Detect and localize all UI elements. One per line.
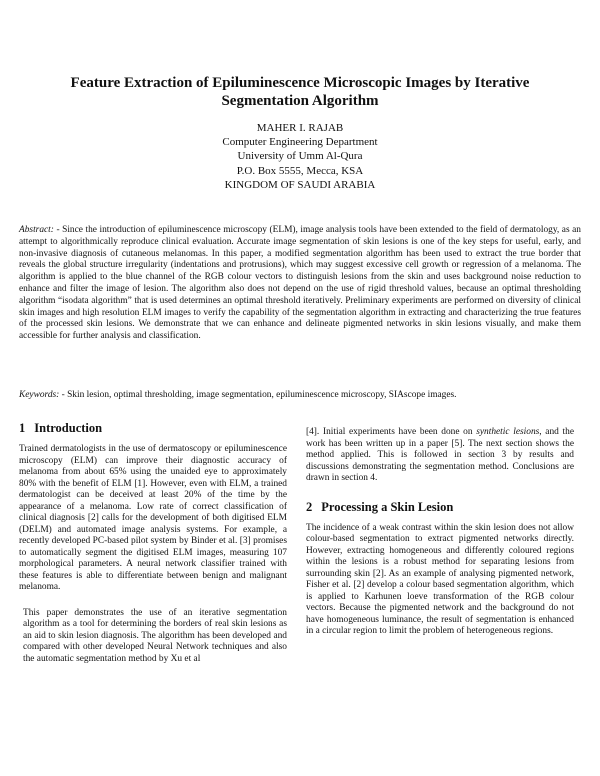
section-1-number: 1	[19, 421, 26, 435]
section-1-paragraph-2: This paper demonstrates the use of an iterative segmentation algorithm as a tool for determining the borders of real skin lesions as an aid to skin lesion diagnosis. The algorithm has been developed and compared with other developed Neural Network techniques and also the automatic segmentation method by Xu et al	[23, 607, 287, 664]
keywords-text: - Skin lesion, optimal thresholding, image segmentation, epiluminescence microscopy, SIAscope images.	[59, 390, 457, 400]
author-block	[100, 121, 500, 192]
section-1-heading	[19, 420, 287, 436]
abstract	[19, 225, 581, 343]
section-1-title: Introduction	[34, 421, 103, 435]
paper-title	[40, 74, 560, 110]
author-name: MAHER I. RAJAB	[256, 122, 344, 134]
abstract-text: - Since the introduction of epiluminescence microscopy (ELM), image analysis tools have been extended to the field of dermatology, as an attempt to algorithmically reproduce clinical evaluation. Accurate image segmentation of skin lesions is one of the key steps for useful, early, and non-invasive diagnosis of cutaneous melanomas. In this paper, a modified segmentation algorithm has been used to extract the true border that reveals the global structure irregularity (indentations and protrusions), which may suggest excessive cell growth or regression of a melanoma. The algorithm is applied to the blue channel of the RGB colour vectors to distinguish lesions from the skin and uses background noise reduction to enhance and filter the image of lesion. The algorithm also does not depend on the use of rigid threshold values, because an optimal thresholding algorithm “isodata algorithm” that is used determines an optimal threshold iteratively. Preliminary experiments are performed on diversity of clinical skin images and high resolution ELM images to verify the capability of the segmentation algorithm in extracting and characterizing the true features of the processed skin lesions. We demonstrate that we can enhance and delineate pigmented networks in skin lesions visually, and make them accessible for further analysis and classification.	[19, 225, 581, 342]
keywords-label: Keywords:	[19, 390, 60, 400]
section-1-continuation	[306, 427, 574, 485]
keywords	[19, 390, 581, 402]
section-2-number: 2	[306, 499, 313, 514]
section-2-heading	[306, 499, 574, 515]
abstract-label: Abstract:	[19, 225, 54, 235]
author-university: University of Umm Al-Qura	[237, 150, 363, 163]
section-1-paragraph-1: Trained dermatologists in the use of dermatoscopy or epiluminescence microscopy (ELM) can improve their diagnostic accuracy of melanoma from about 65% using the unaided eye to approximately 80% with the benefit of ELM [1]. However, even with ELM, a trained dermatologist can be deceived at least 20% of the time by the appearance of a melanoma. Low rate of correct classification of clinical diagnosis [2] calls for the development of both digitised ELM (DELM) and automated image analysis systems. For example, a recently developed PC-based pilot system by Binder et al. [3] promises to automatically segment the digitised ELM images, measuring 107 morphological parameters. A neural network classifier trained with these features is able to differentiate between benign and malignant melanoma.	[19, 444, 287, 592]
left-column	[19, 420, 287, 679]
section-2-paragraph-1: The incidence of a weak contrast within the skin lesion does not allow colour-based segmentation to extract pigmented networks directly. However, extracting homogeneous and differently coloured regions within the lesions is a robust method for separating lesions from surrounding skin [2]. As an example of analysing pigmented network, Fisher et al. [2] develop a colour based segmentation algorithm, which is applied to Karhunen loeve transformation of the RGB colour vectors. Because the pigmented network and the background do not have homogeneous luminance, the result of segmentation is enhanced in a circular region to limit the problem of heterogeneous regions.	[306, 522, 574, 636]
author-country: KINGDOM OF SAUDI ARABIA	[224, 178, 376, 191]
right-column	[306, 427, 574, 652]
continuation-emphasis: synthetic lesions	[476, 427, 540, 437]
author-address: P.O. Box 5555, Mecca, KSA	[236, 164, 364, 177]
continuation-text-a: [4]. Initial experiments have been done on	[306, 427, 477, 437]
author-department: Computer Engineering Department	[222, 136, 378, 149]
title-line-1: Feature Extraction of Epiluminescence Microscopic Images by Iterative	[70, 75, 530, 91]
section-2-title: Processing a Skin Lesion	[321, 499, 454, 514]
title-line-2: Segmentation Algorithm	[221, 93, 379, 109]
continuation-text-b: , and the work has been written up in a paper [5]. The next section shows the method applied. This is followed in section 3 by results and discussions demonstrating the segmentation method. Conclusions are drawn in section 4.	[306, 427, 574, 483]
